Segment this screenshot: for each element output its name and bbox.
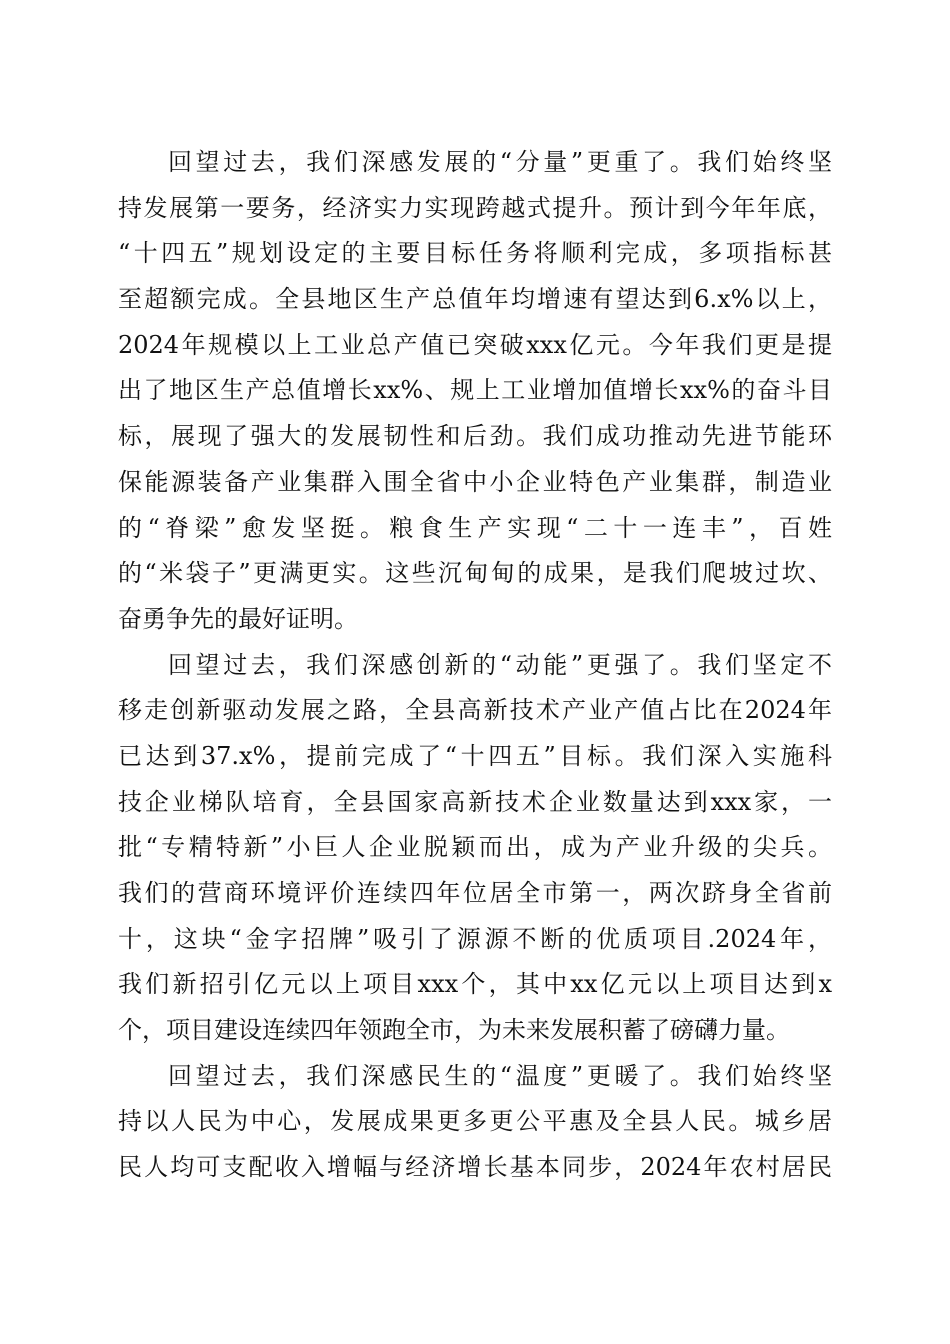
text-line: “十四五”规划设定的主要目标任务将顺利完成，多项指标甚	[118, 239, 832, 268]
text-line: 回望过去，我们深感民生的“温度”更暖了。我们始终坚	[168, 1061, 832, 1090]
text-line: 奋勇争先的最好证明。	[118, 604, 358, 633]
document-body	[118, 140, 832, 1191]
text-line: 2024年规模以上工业总产值已突破xxx亿元。今年我们更是提	[118, 330, 832, 359]
text-line: 移走创新驱动发展之路，全县高新技术产业产值占比在2024年	[118, 696, 832, 725]
text-line: 的“米袋子”更满更实。这些沉甸甸的成果，是我们爬坡过坎、	[118, 559, 832, 588]
text-line: 批“专精特新”小巨人企业脱颖而出，成为产业升级的尖兵。	[118, 833, 832, 862]
text-line: 回望过去，我们深感发展的“分量”更重了。我们始终坚	[168, 148, 832, 176]
text-line: 回望过去，我们深感创新的“动能”更强了。我们坚定不	[168, 650, 832, 679]
text-line: 持发展第一要务，经济实力实现跨越式提升。预计到今年年底，	[118, 193, 832, 222]
text-line: 出了地区生产总值增长xx%、规上工业增加值增长xx%的奋斗目	[118, 376, 832, 405]
text-line: 我们的营商环境评价连续四年位居全市第一，两次跻身全省前	[118, 879, 832, 907]
text-line: 民人均可支配收入增幅与经济增长基本同步，2024年农村居民	[118, 1153, 832, 1182]
text-line: 持以人民为中心，发展成果更多更公平惠及全县人民。城乡居	[118, 1107, 832, 1136]
text-line: 已达到37.x%，提前完成了“十四五”目标。我们深入实施科	[118, 741, 832, 770]
paragraph-livelihood	[118, 1054, 832, 1191]
text-line: 我们新招引亿元以上项目xxx个，其中xx亿元以上项目达到x	[118, 970, 832, 999]
text-line: 十，这块“金字招牌”吸引了源源不断的优质项目.2024年，	[118, 924, 832, 953]
text-line: 的“脊梁”愈发坚挺。粮食生产实现“二十一连丰”，百姓	[118, 513, 832, 542]
text-line: 个，项目建设连续四年领跑全市，为未来发展积蓄了磅礴力量。	[118, 1016, 790, 1045]
text-line: 至超额完成。全县地区生产总值年均增速有望达到6.x%以上，	[118, 285, 832, 314]
paragraph-development	[118, 140, 832, 643]
text-line: 标，展现了强大的发展韧性和后劲。我们成功推动先进节能环	[118, 422, 832, 451]
paragraph-innovation	[118, 643, 832, 1054]
text-line: 技企业梯队培育，全县国家高新技术企业数量达到xxx家，一	[118, 787, 832, 816]
text-line: 保能源装备产业集群入围全省中小企业特色产业集群，制造业	[118, 467, 832, 496]
